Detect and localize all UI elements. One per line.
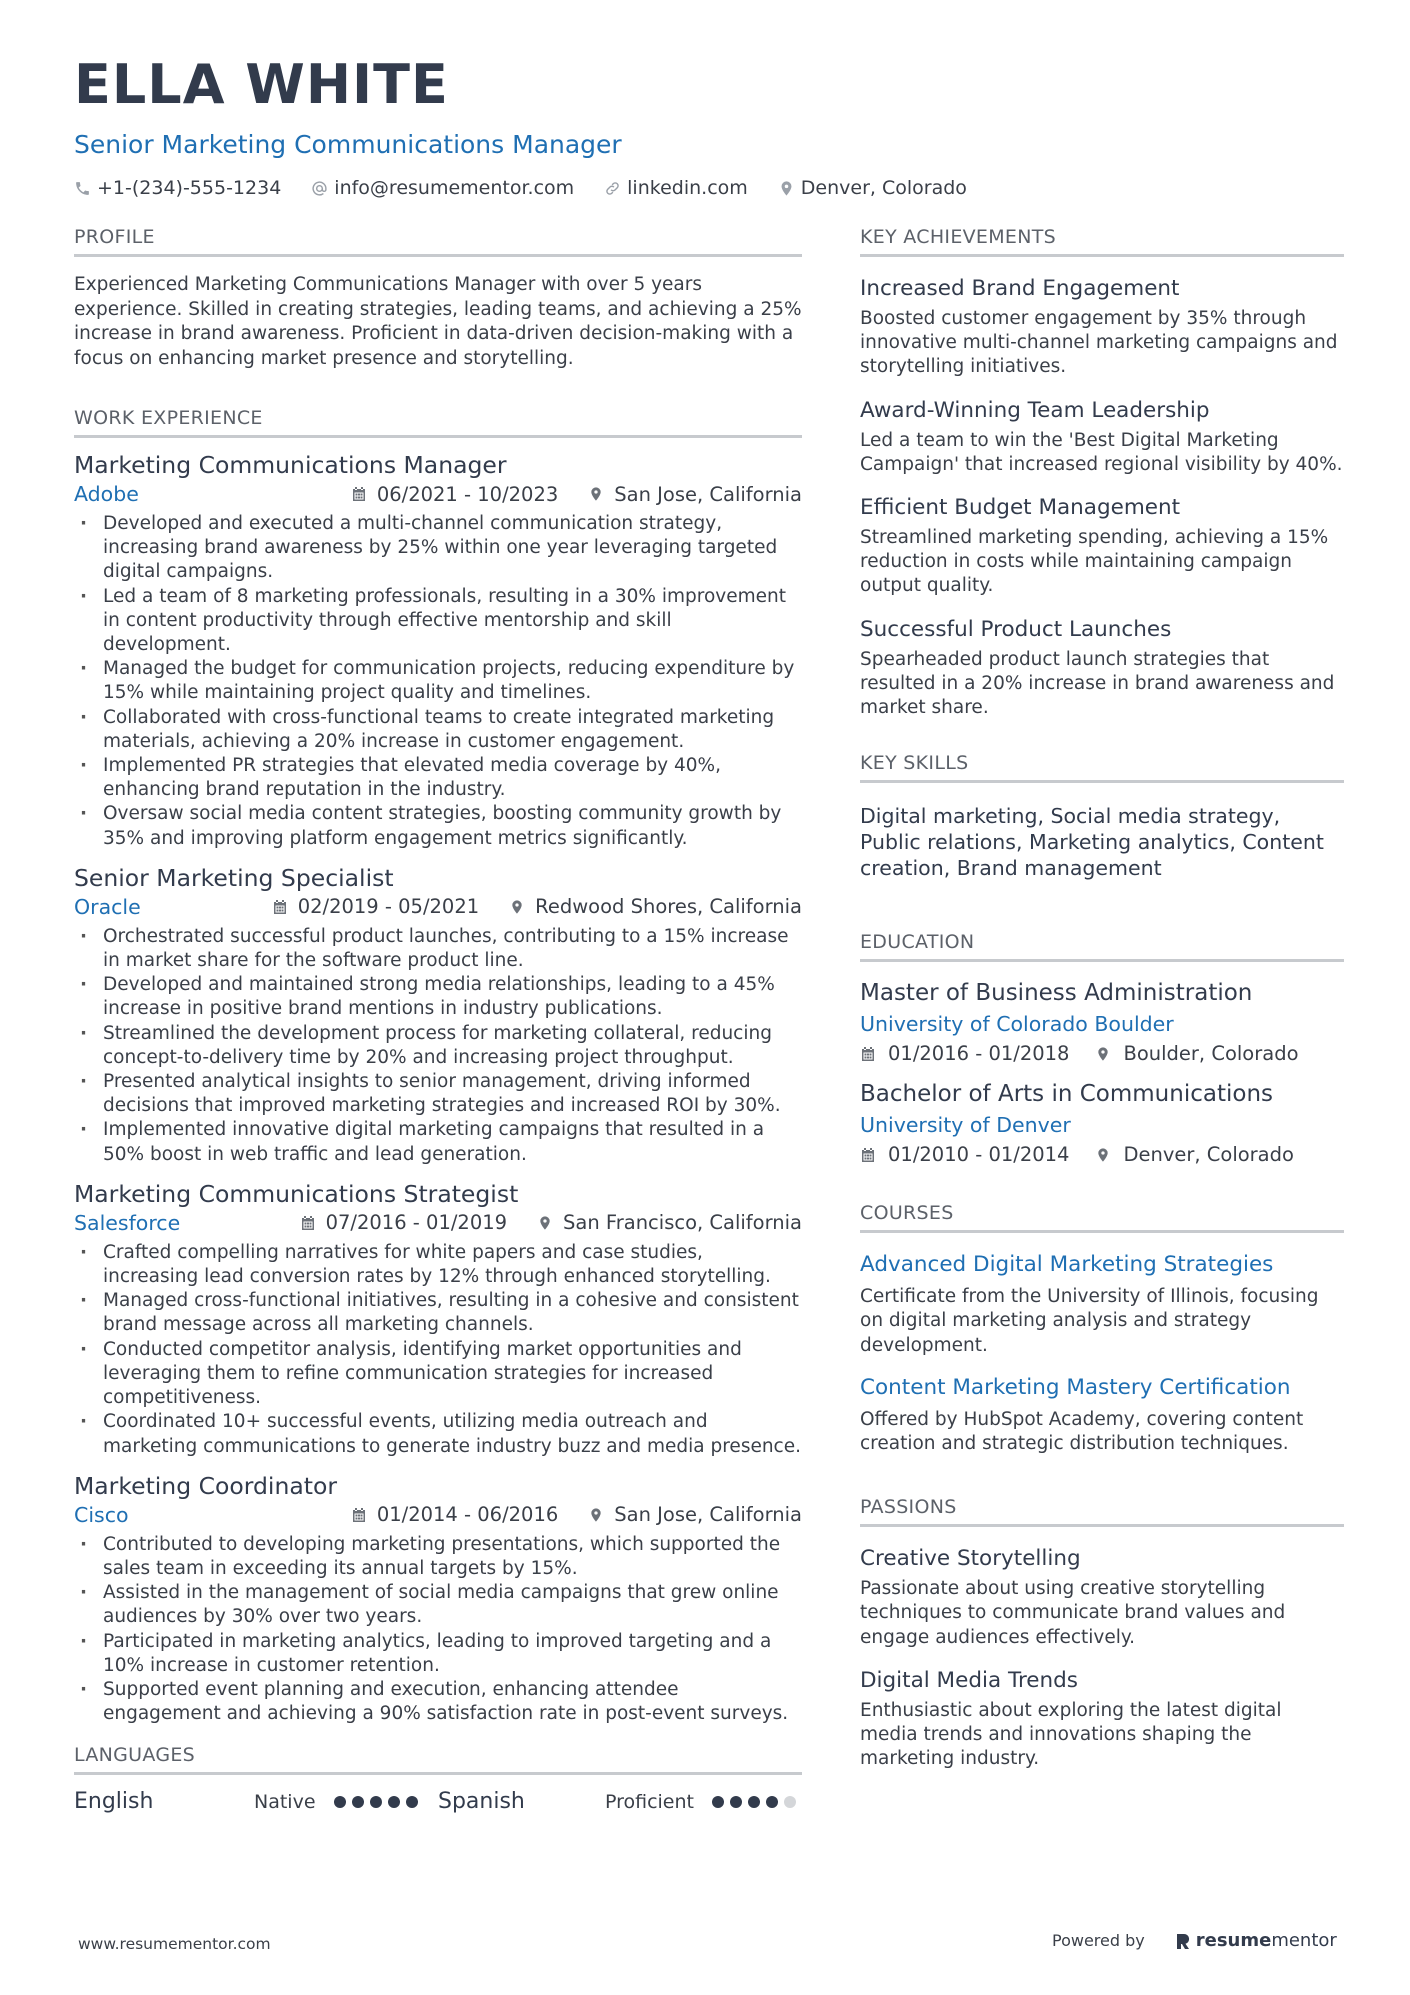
skills-section [860, 752, 1344, 881]
job-meta [74, 1211, 802, 1235]
language-list [74, 1789, 802, 1814]
achievement-title: Successful Product Launches [860, 616, 1172, 642]
job-meta-right [351, 1503, 802, 1526]
bullet-item: · Led a team of 8 marketing professionals, resulting in a 30% improvement in content productivity through effective mentorship and skill development. [74, 585, 802, 658]
work-heading: WORK EXPERIENCE [74, 407, 802, 438]
rating-dot-filled [388, 1796, 400, 1808]
job-location-text: San Jose, California [614, 482, 802, 506]
brand-bold: resume [1195, 1930, 1272, 1951]
candidate-name: ELLA WHITE [74, 53, 449, 116]
bullet-item: · Assisted in the management of social media campaigns that grew online audiences by 30% over two years. [74, 1581, 802, 1629]
education-dates [860, 1042, 1069, 1065]
company-name: Salesforce [74, 1210, 181, 1235]
job-bullets [74, 925, 802, 1167]
powered-by-text: Powered by [1052, 1931, 1145, 1950]
calendar-icon [860, 1046, 876, 1062]
job-meta-right [351, 483, 802, 506]
contact-linkedin[interactable] [604, 177, 748, 199]
work-section [74, 407, 802, 1726]
map-pin-icon [1095, 1147, 1111, 1163]
job-bullets [74, 1241, 802, 1459]
achievements-section [860, 226, 1344, 720]
phone-icon [74, 180, 91, 197]
job-entry [74, 1471, 802, 1727]
bullet-item: · Orchestrated successful product launches, contributing to a 15% increase in market share for the software product line. [74, 925, 802, 973]
brand-rest: mentor [1271, 1930, 1337, 1951]
company-name: Cisco [74, 1502, 129, 1527]
achievement-text: Spearheaded product launch strategies that resulted in a 20% increase in brand awareness and market share. [860, 648, 1335, 719]
passions-heading: PASSIONS [860, 1496, 1344, 1527]
bullet-item: · Collaborated with cross-functional teams to create integrated marketing materials, achieving a 20% increase in customer engagement. [74, 706, 802, 754]
map-pin-icon [778, 180, 795, 197]
achievement-item [860, 616, 1344, 721]
profile-heading: PROFILE [74, 226, 802, 257]
bullet-item: · Coordinated 10+ successful events, utilizing media outreach and marketing communications to generate industry buzz and media presence. [74, 1410, 802, 1458]
job-location-text: San Jose, California [614, 1503, 802, 1527]
contact-location [778, 177, 967, 199]
job-dates-text: 01/2014 - 06/2016 [376, 1503, 559, 1527]
job-meta [74, 482, 802, 506]
job-dates-text: 06/2021 - 10/2023 [376, 482, 559, 506]
course-list [860, 1251, 1344, 1456]
bullet-item: · Implemented PR strategies that elevated media coverage by 40%, enhancing brand reputation in the industry. [74, 754, 802, 802]
language-item [438, 1789, 802, 1814]
rating-dot-filled [748, 1796, 760, 1808]
left-column [74, 226, 802, 1814]
job-dates [351, 1503, 558, 1526]
course-text: Certificate from the University of Illinois, focusing on digital marketing analysis and strategy development. [860, 1286, 1319, 1356]
job-location [588, 483, 802, 506]
calendar-icon [300, 1215, 316, 1231]
job-location-text: Redwood Shores, California [535, 895, 802, 919]
job-meta-right [272, 895, 802, 918]
calendar-icon [351, 486, 367, 502]
rating-dot-filled [712, 1796, 724, 1808]
education-location [1095, 1042, 1298, 1065]
passion-item [860, 1545, 1344, 1650]
map-pin-icon [509, 899, 525, 915]
courses-section [860, 1202, 1344, 1456]
education-section [860, 931, 1344, 1166]
profile-section [74, 226, 802, 371]
rating-dot-filled [766, 1796, 778, 1808]
bullet-item: · Participated in marketing analytics, leading to improved targeting and a 10% increase in customer retention. [74, 1630, 802, 1678]
passion-list [860, 1545, 1344, 1771]
achievement-title: Award-Winning Team Leadership [860, 397, 1210, 423]
job-title: Marketing Coordinator [74, 1471, 337, 1500]
job-dates [300, 1211, 507, 1234]
education-location-text: Denver, Colorado [1123, 1143, 1294, 1167]
contact-bar [74, 177, 1344, 199]
achievement-text: Streamlined marketing spending, achieving a 15% reduction in costs while maintaining campaign output quality. [860, 527, 1329, 597]
achievements-heading: KEY ACHIEVEMENTS [860, 226, 1344, 257]
job-title: Marketing Communications Manager [74, 451, 507, 479]
job-meta [74, 1503, 802, 1527]
rating-dot-filled [370, 1796, 382, 1808]
skills-heading: KEY SKILLS [860, 752, 1344, 783]
job-entry [74, 450, 802, 851]
rating-dot-filled [352, 1796, 364, 1808]
passion-text: Enthusiastic about exploring the latest digital media trends and innovations shaping the marketing industry. [860, 1699, 1282, 1770]
at-icon [311, 180, 328, 197]
bullet-item: · Contributed to developing marketing presentations, which supported the sales team in exceeding its annual targets by 15%. [74, 1533, 802, 1581]
bullet-item: · Conducted competitor analysis, identifying market opportunities and leveraging them to refine communication strategies for increased competitiveness. [74, 1338, 802, 1411]
passion-title: Creative Storytelling [860, 1546, 1081, 1572]
courses-heading: COURSES [860, 1202, 1344, 1233]
bullet-item: · Streamlined the development process for marketing collateral, reducing concept-to-delivery time by 20% and increasing project throughput. [74, 1022, 802, 1070]
language-level: Proficient [604, 1790, 694, 1813]
job-location [588, 1503, 802, 1526]
achievement-title: Efficient Budget Management [860, 495, 1181, 521]
job-title: Senior Marketing Specialist [74, 863, 394, 892]
language-name: English [74, 1789, 154, 1815]
job-dates-text: 02/2019 - 05/2021 [297, 895, 480, 919]
job-location-text: San Francisco, California [563, 1211, 802, 1235]
rating-dot-filled [406, 1796, 418, 1808]
map-pin-icon [1095, 1046, 1111, 1062]
contact-email[interactable] [311, 177, 574, 199]
course-title: Advanced Digital Marketing Strategies [860, 1252, 1274, 1278]
education-dates [860, 1143, 1069, 1166]
company-name: Oracle [74, 894, 141, 919]
languages-heading: LANGUAGES [74, 1744, 802, 1775]
passions-section [860, 1496, 1344, 1771]
bullet-item: · Crafted compelling narratives for white papers and case studies, increasing lead conversion rates by 12% through enhanced storytelling. [74, 1241, 802, 1289]
right-column [860, 226, 1344, 1788]
school-name: University of Denver [860, 1113, 1071, 1138]
course-item [860, 1374, 1344, 1456]
achievement-text: Led a team to win the 'Best Digital Marketing Campaign' that increased regional visibility by 40%. [860, 429, 1343, 475]
brand-logo[interactable] [1175, 1930, 1337, 1951]
bullet-item: · Supported event planning and execution, enhancing attendee engagement and achieving a 90% satisfaction rate in post-event surveys. [74, 1678, 802, 1726]
bullet-item: · Developed and maintained strong media relationships, leading to a 45% increase in positive brand mentions in industry publications. [74, 973, 802, 1021]
bullet-item: · Oversaw social media content strategies, boosting community growth by 35% and improving platform engagement metrics significantly. [74, 802, 802, 850]
education-item [860, 978, 1344, 1065]
resumementor-logo-icon [1175, 1932, 1191, 1950]
education-meta [860, 1143, 1344, 1166]
bullet-item: · Developed and executed a multi-channel communication strategy, increasing brand awareness by 25% within one year leveraging targeted digital campaigns. [74, 512, 802, 585]
education-heading: EDUCATION [860, 931, 1344, 962]
job-location [537, 1211, 802, 1234]
linkedin-text: linkedin.com [627, 177, 748, 199]
footer-website[interactable]: www.resumementor.com [78, 1935, 271, 1953]
language-level: Native [254, 1790, 316, 1813]
achievement-item [860, 275, 1344, 380]
candidate-title: Senior Marketing Communications Manager [74, 130, 622, 159]
language-item [74, 1789, 438, 1814]
calendar-icon [272, 899, 288, 915]
achievement-item [860, 494, 1344, 599]
job-bullets [74, 1533, 802, 1727]
course-title: Content Marketing Mastery Certification [860, 1374, 1291, 1400]
email-text: info@resumementor.com [334, 177, 575, 199]
profile-text: Experienced Marketing Communications Manager with over 5 years experience. Skilled in creating strategies, leading teams, and achieving a 25% increase in brand awareness. Proficient in data-driven decision-making with a focus on enhancing market presence and storytelling. [74, 274, 802, 369]
passion-item [860, 1667, 1344, 1772]
language-rating [334, 1796, 424, 1808]
job-meta [74, 895, 802, 919]
education-list [860, 978, 1344, 1166]
calendar-icon [860, 1147, 876, 1163]
bullet-item: · Managed the budget for communication projects, reducing expenditure by 15% while maintaining project quality and timelines. [74, 657, 802, 705]
resume-page [74, 53, 1344, 1815]
bullet-item: · Implemented innovative digital marketing campaigns that resulted in a 50% boost in web traffic and lead generation. [74, 1118, 802, 1166]
education-dates-text: 01/2016 - 01/2018 [888, 1042, 1070, 1066]
course-item [860, 1251, 1344, 1358]
rating-dot-filled [334, 1796, 346, 1808]
education-location [1095, 1143, 1294, 1166]
location-text: Denver, Colorado [800, 177, 967, 199]
job-dates [272, 895, 479, 918]
passion-text: Passionate about using creative storytelling techniques to communicate brand values and engage audiences effectively. [860, 1578, 1286, 1648]
language-name: Spanish [438, 1789, 525, 1815]
phone-text: +1-(234)-555-1234 [97, 177, 282, 199]
map-pin-icon [588, 486, 604, 502]
job-entry [74, 863, 802, 1167]
bullet-item: · Presented analytical insights to senior management, driving informed decisions that improved marketing strategies and increased ROI by 30%. [74, 1070, 802, 1118]
achievement-title: Increased Brand Engagement [860, 276, 1180, 301]
education-location-text: Boulder, Colorado [1123, 1042, 1299, 1066]
achievement-item [860, 397, 1344, 477]
job-bullets [74, 512, 802, 851]
language-rating [712, 1796, 802, 1808]
job-dates [351, 483, 558, 506]
job-meta-right [300, 1211, 802, 1234]
job-entry [74, 1179, 802, 1459]
education-dates-text: 01/2010 - 01/2014 [888, 1143, 1070, 1167]
course-text: Offered by HubSpot Academy, covering content creation and strategic distribution techniques. [860, 1408, 1304, 1455]
rating-dot-empty [784, 1796, 796, 1808]
passion-title: Digital Media Trends [860, 1667, 1079, 1693]
rating-dot-filled [730, 1796, 742, 1808]
school-name: University of Colorado Boulder [860, 1012, 1174, 1037]
job-dates-text: 07/2016 - 01/2019 [325, 1211, 508, 1235]
job-list [74, 450, 802, 1726]
achievement-list [860, 275, 1344, 720]
link-icon [604, 180, 621, 197]
achievement-text: Boosted customer engagement by 35% through innovative multi-channel marketing campaigns and storytelling initiatives. [860, 308, 1338, 378]
skills-text: Digital marketing, Social media strategy, Public relations, Marketing analytics, Content creation, Brand management [860, 804, 1324, 881]
map-pin-icon [588, 1507, 604, 1523]
bullet-item: · Managed cross-functional initiatives, resulting in a cohesive and consistent brand message across all marketing channels. [74, 1289, 802, 1337]
footer-branding [1052, 1930, 1337, 1951]
contact-phone [74, 177, 281, 199]
degree-title: Master of Business Administration [860, 980, 1253, 1007]
calendar-icon [351, 1507, 367, 1523]
languages-section [74, 1744, 802, 1814]
degree-title: Bachelor of Arts in Communications [860, 1081, 1274, 1108]
job-location [509, 895, 802, 918]
education-item [860, 1079, 1344, 1166]
job-title: Marketing Communications Strategist [74, 1179, 519, 1208]
education-meta [860, 1042, 1344, 1065]
company-name: Adobe [74, 482, 139, 506]
map-pin-icon [537, 1215, 553, 1231]
